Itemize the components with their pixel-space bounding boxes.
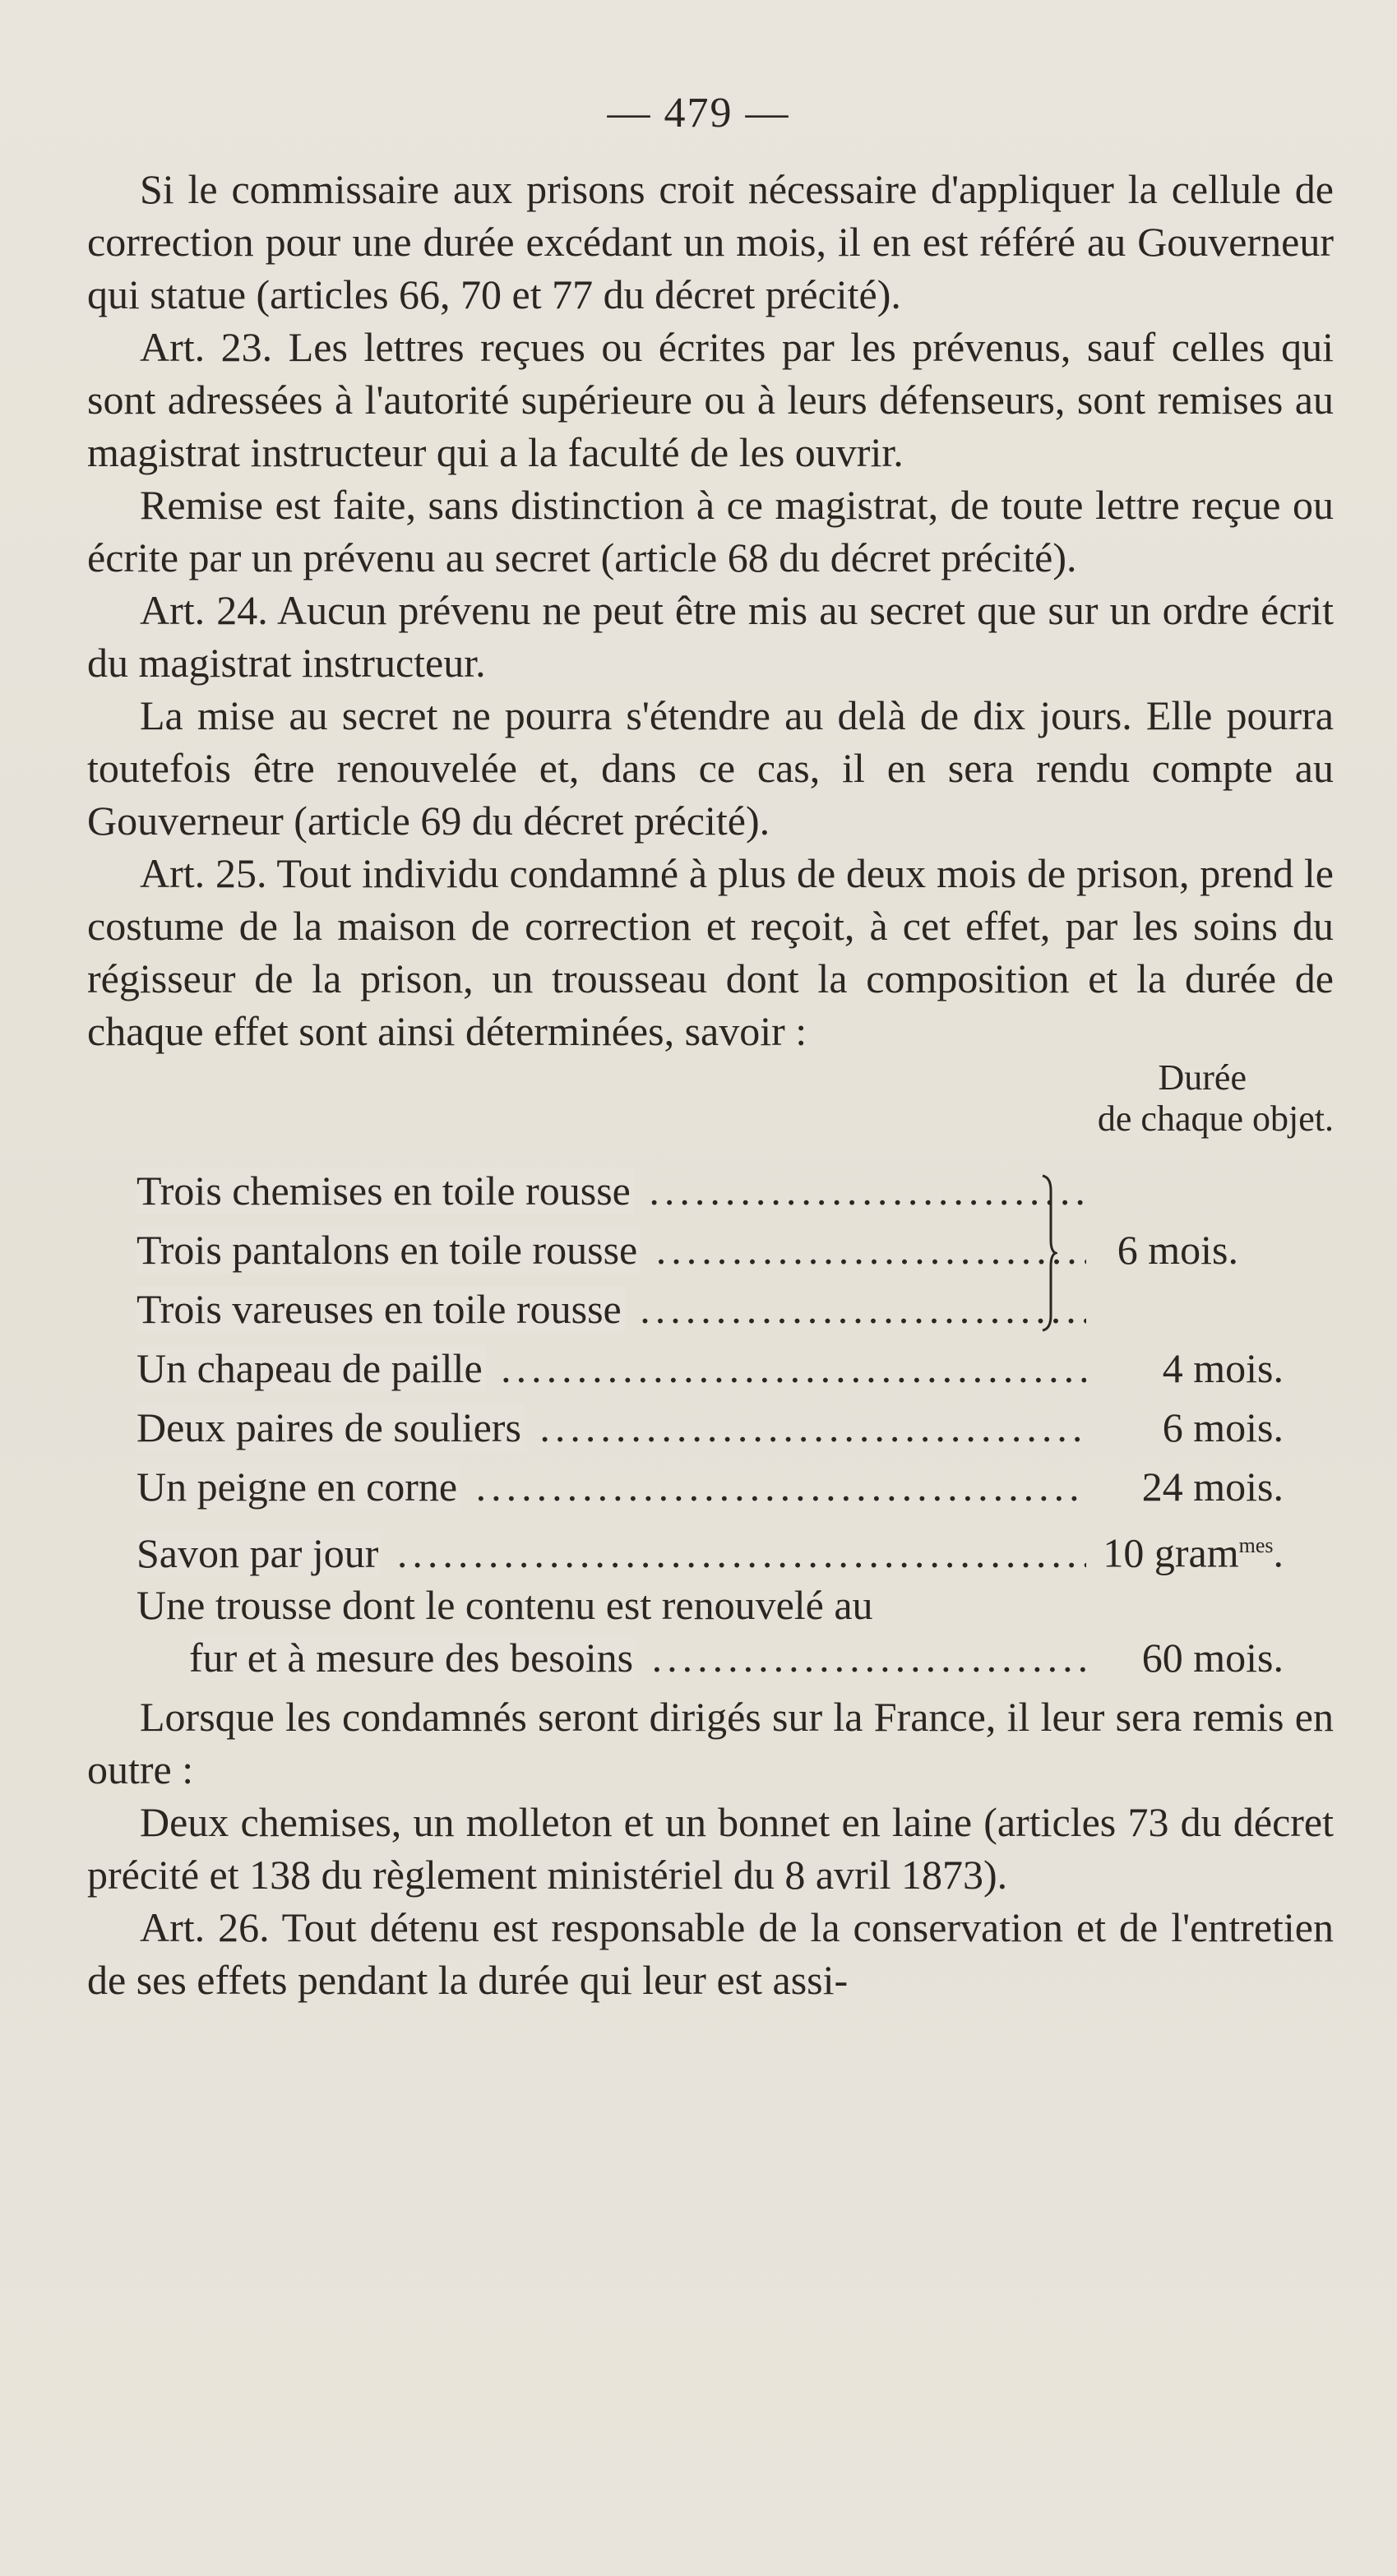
item-duration: 60 mois. [1141, 1635, 1284, 1681]
group-duration: 6 mois. [1117, 1227, 1238, 1273]
paragraph-article-26: Art. 26. Tout détenu est responsable de la conservation et de l'entretien de ses effets pendant la durée qui leur est assi- [87, 1904, 1334, 2003]
paragraph-remise: Remise est faite, sans distinction à ce magistrat, de toute lettre reçue ou écrite par un prévenu au secret (article 68 du décret précité). [87, 482, 1334, 580]
trousseau-table [87, 1164, 1334, 1690]
item-label: Une trousse dont le contenu est renouvelé au [136, 1582, 873, 1628]
item-label: Deux paires de souliers [136, 1404, 525, 1450]
item-label: Savon par jour [136, 1530, 382, 1576]
paragraph-france: Lorsque les condamnés seront dirigés sur la France, il leur sera remis en outre : [87, 1694, 1334, 1792]
clothing-group [87, 1164, 1334, 1342]
item-duration: 4 mois. [1162, 1345, 1284, 1391]
paragraph-article-23: Art. 23. Les lettres reçues ou écrites par les prévenus, sauf celles qui sont adressées à l'autorité supérieure ou à leurs défenseurs, sont remises au magistrat instructeur qui a la faculté de les ouvrir. [87, 324, 1334, 475]
header-duree: Durée [1158, 1057, 1247, 1098]
item-duration: 10 gram$^{mes}$. [1103, 1529, 1284, 1576]
paragraph-article-25: Art. 25. Tout individu condamné à plus de deux mois de prison, prend le costume de la maison de correction et reçoit, à cet effet, par les soins du régisseur de la prison, un trousseau dont la composition et la durée de chaque effet sont ainsi déterminées, savoir : [87, 850, 1334, 1054]
table-row [87, 1579, 1334, 1631]
page-body [87, 163, 1334, 2006]
item-label: fur et à mesure des besoins [189, 1635, 636, 1681]
item-label: Un chapeau de paille [136, 1345, 486, 1391]
table-row [87, 1342, 1334, 1401]
item-label: Un peigne en corne [136, 1464, 460, 1510]
item-label: Trois chemises en toile rousse [136, 1168, 634, 1214]
table-header [87, 1057, 1334, 1164]
table-row [87, 1283, 1334, 1342]
table-row [87, 1460, 1334, 1519]
item-duration: 6 mois. [1162, 1404, 1284, 1450]
item-duration: 24 mois. [1141, 1464, 1284, 1510]
paragraph-deux-chemises: Deux chemises, un molleton et un bonnet en laine (articles 73 du décret précité et 138 du règlement ministériel du 8 avril 1873). [87, 1799, 1334, 1898]
paragraph-mise-au-secret: La mise au secret ne pourra s'étendre au delà de dix jours. Elle pourra toutefois être renouvelée et, dans ce cas, il en sera rendu compte au Gouverneur (article 69 du décret précité). [87, 692, 1334, 844]
table-row [87, 1164, 1334, 1223]
paragraph-article-24: Art. 24. Aucun prévenu ne peut être mis au secret que sur un ordre écrit du magistrat instructeur. [87, 587, 1334, 686]
item-label: Trois vareuses en toile rousse [136, 1286, 625, 1332]
header-de-chaque-objet: de chaque objet. [1097, 1098, 1334, 1139]
table-row [87, 1519, 1334, 1579]
page-number: — 479 — [607, 90, 790, 136]
paragraph-commissaire: Si le commissaire aux prisons croit nécessaire d'appliquer la cellule de correction pour une durée excédant un mois, il en est référé au Gouverneur qui statue (articles 66, 70 et 77 du décret précité). [87, 166, 1334, 317]
item-label: Trois pantalons en toile rousse [136, 1227, 641, 1273]
table-row [87, 1401, 1334, 1460]
table-row [87, 1631, 1334, 1690]
